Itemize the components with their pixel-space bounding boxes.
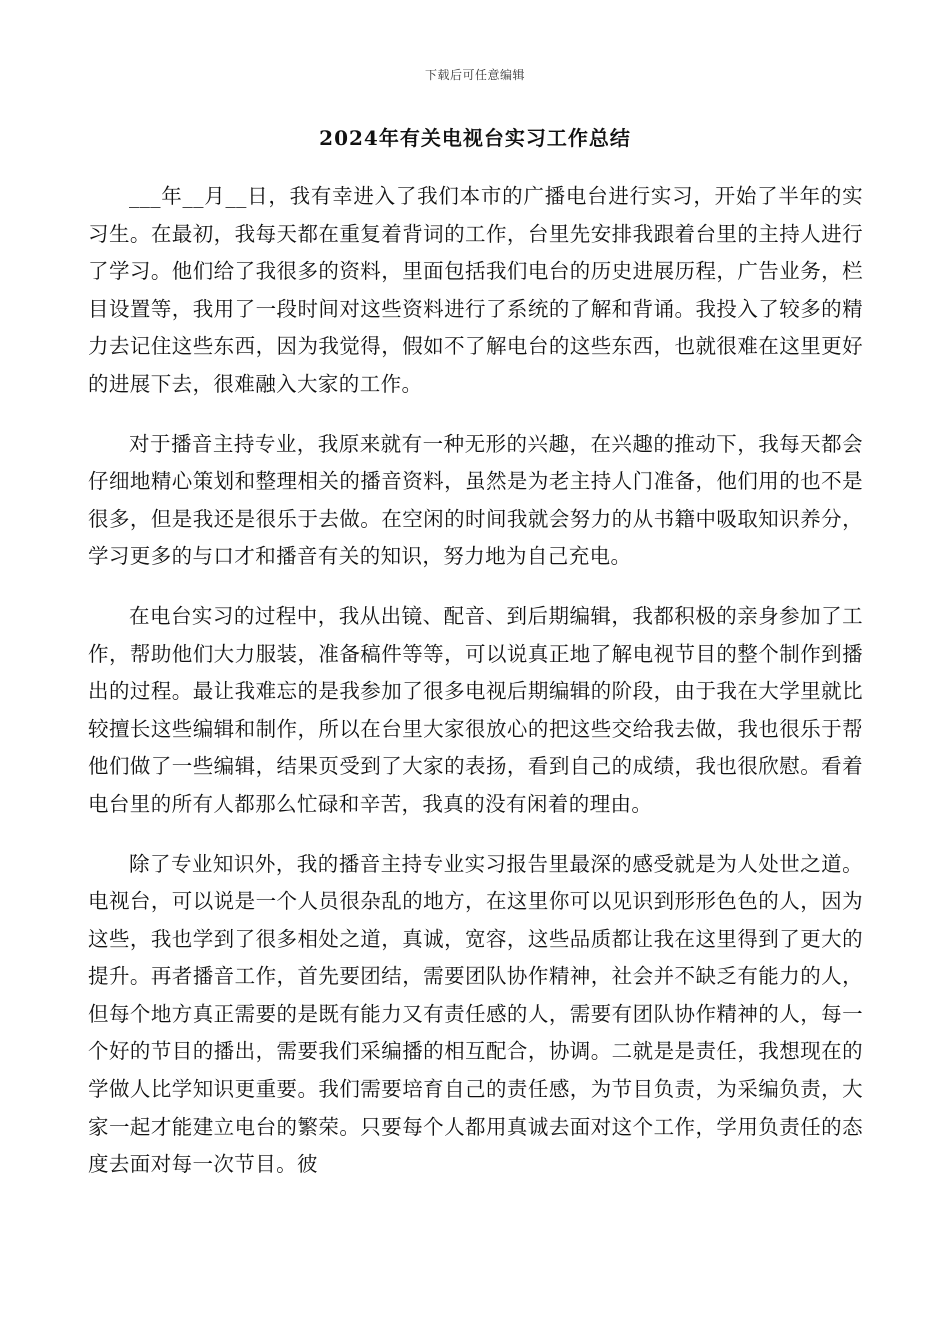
paragraph-1: ___年__月__日，我有幸进入了我们本市的广播电台进行实习，开始了半年的实习生。在最初，我每天都在重复着背词的工作，台里先安排我跟着台里的主持人进行了学习。他们给了我很多的资料，里面包括我们电台的历史进展历程，广告业务，栏目设置等，我用了一段时间对这些资料进行了系统的了解和背诵。我投入了较多的精力去记住这些东西，因为我觉得，假如不了解电台的这些东西，也就很难在这里更好的进展下去，很难融入大家的工作。 [88, 184, 863, 396]
paragraph-4: 除了专业知识外，我的播音主持专业实习报告里最深的感受就是为人处世之道。电视台，可以说是一个人员很杂乱的地方，在这里你可以见识到形形色色的人，因为这些，我也学到了很多相处之道，真诚，宽容，这些品质都让我在这里得到了更大的提升。再者播音工作，首先要团结，需要团队协作精神，社会并不缺乏有能力的人，但每个地方真正需要的是既有能力又有责任感的人，需要有团队协作精神的人，每一个好的节目的播出，需要我们采编播的相互配合，协调。二就是是责任，我想现在的学做人比学知识更重要。我们需要培育自己的责任感，为节目负责，为采编负责，大家一起才能建立电台的繁荣。只要每个人都用真诚去面对这个工作，学用负责任的态度去面对每一次节目。彼 [88, 851, 863, 1177]
paragraph-2: 对于播音主持专业，我原来就有一种无形的兴趣，在兴趣的推动下，我每天都会仔细地精心策划和整理相关的播音资料，虽然是为老主持人门准备，他们用的也不是很多，但是我还是很乐于去做。在空闲的时间我就会努力的从书籍中吸取知识养分，学习更多的与口才和播音有关的知识，努力地为自己充电。 [88, 431, 863, 569]
header-note: 下载后可任意编辑 [424, 68, 525, 82]
document-title: 2024年有关电视台实习工作总结 [319, 126, 631, 150]
paragraph-3: 在电台实习的过程中，我从出镜、配音、到后期编辑，我都积极的亲身参加了工作，帮助他们大力服装，准备稿件等等，可以说真正地了解电视节目的整个制作到播出的过程。最让我难忘的是我参加了很多电视后期编辑的阶段，由于我在大学里就比较擅长这些编辑和制作，所以在台里大家很放心的把这些交给我去做，我也很乐于帮他们做了一些编辑，结果页受到了大家的表扬，看到自己的成绩，我也很欣慰。看着电台里的所有人都那么忙碌和辛苦，我真的没有闲着的理由。 [88, 603, 863, 816]
document-body [88, 178, 863, 1206]
